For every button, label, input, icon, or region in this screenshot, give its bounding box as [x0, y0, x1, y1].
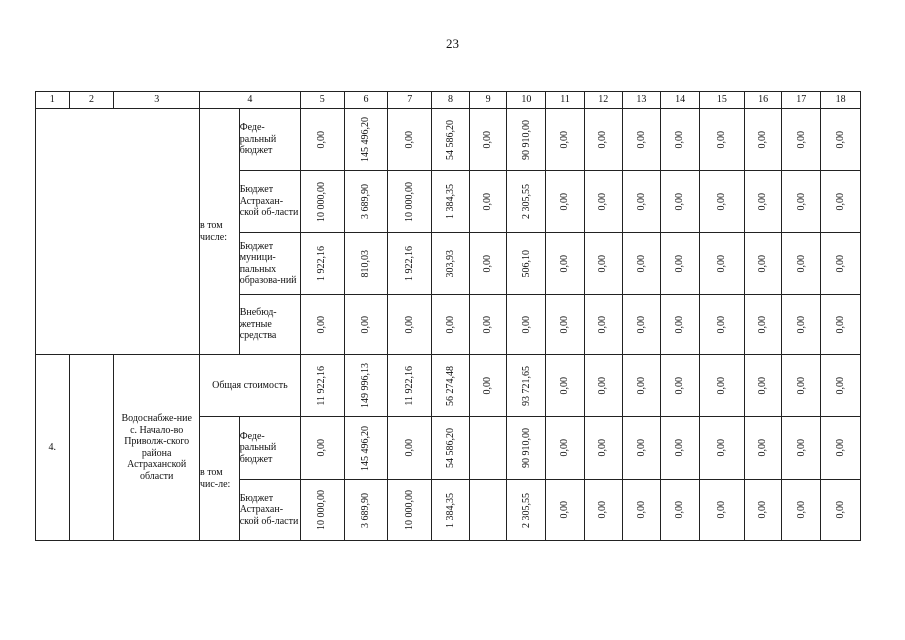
value-cell	[782, 233, 821, 295]
column-number: 9	[469, 92, 507, 109]
value-text: 0,00	[597, 439, 609, 457]
value-text: 0,00	[795, 315, 807, 334]
value-text: 11 922,16	[316, 365, 328, 406]
value-cell	[432, 355, 470, 417]
column-number: 2	[69, 92, 114, 109]
value-cell	[744, 355, 782, 417]
value-cell	[699, 109, 744, 171]
value-cell	[546, 480, 585, 541]
value-text: 0,00	[404, 439, 415, 457]
value-cell	[469, 233, 507, 295]
value-text: 1 384,35	[444, 184, 456, 219]
value-cell	[622, 417, 661, 480]
value-text: 0,00	[482, 315, 494, 334]
value-text: 0,00	[716, 192, 728, 211]
value-cell	[622, 233, 661, 295]
budget-table	[35, 91, 861, 541]
value-text: 0,00	[635, 439, 647, 457]
value-cell	[432, 233, 470, 295]
value-cell	[432, 171, 470, 233]
value-cell	[344, 109, 388, 171]
value-text: 1 922,16	[316, 246, 328, 281]
value-cell	[584, 109, 622, 171]
source-label: Бюджет Астрахан-ской об-ласти	[239, 171, 300, 233]
column-number: 12	[584, 92, 622, 109]
value-cell	[699, 417, 744, 480]
value-cell	[782, 480, 821, 541]
value-cell	[388, 233, 432, 295]
value-text: 10 000,00	[404, 181, 415, 222]
value-cell	[546, 171, 585, 233]
value-cell	[507, 233, 546, 295]
value-cell	[744, 295, 782, 355]
value-text: 0,00	[404, 315, 415, 334]
value-text: 0,00	[635, 130, 647, 149]
value-cell	[622, 171, 661, 233]
column-number: 15	[699, 92, 744, 109]
value-text: 0,00	[674, 315, 686, 334]
value-text: 0,00	[674, 254, 686, 273]
value-text: 0,00	[597, 254, 609, 273]
value-cell	[744, 233, 782, 295]
value-text: 145 496,20	[360, 117, 372, 162]
value-cell	[821, 233, 861, 295]
value-text: 0,00	[716, 254, 728, 273]
value-cell	[699, 233, 744, 295]
value-text: 0,00	[316, 315, 328, 334]
value-cell	[661, 109, 700, 171]
value-cell	[388, 109, 432, 171]
item-name: Водоснабже-ние с. Начало-во Приволж-ского района Астраханской области	[114, 355, 200, 541]
value-text: 0,00	[316, 130, 328, 149]
value-text: 0,00	[716, 130, 728, 149]
value-text: 0,00	[635, 254, 647, 273]
value-cell	[821, 109, 861, 171]
value-cell	[661, 355, 700, 417]
value-text: 0,00	[482, 254, 494, 273]
value-cell	[584, 480, 622, 541]
value-text: 0,00	[559, 315, 571, 334]
value-cell	[507, 417, 546, 480]
budget-row	[36, 109, 861, 171]
value-text: 0,00	[635, 501, 647, 519]
value-text: 2 305,55	[520, 184, 532, 219]
value-cell	[782, 109, 821, 171]
value-text: 0,00	[834, 439, 846, 457]
value-cell	[546, 417, 585, 480]
value-text: 0,00	[795, 254, 807, 273]
column-number: 13	[622, 92, 661, 109]
column-number: 6	[344, 92, 388, 109]
value-cell	[546, 109, 585, 171]
value-cell	[469, 109, 507, 171]
value-text: 93 721,65	[520, 365, 532, 406]
column-number: 5	[300, 92, 344, 109]
value-text: 54 586,20	[444, 428, 456, 468]
value-cell	[782, 417, 821, 480]
value-cell	[584, 171, 622, 233]
source-label: Феде-ральный бюджет	[239, 417, 300, 480]
source-label: Бюджет муници-пальных образова-ний	[239, 233, 300, 295]
value-text: 506,10	[520, 249, 532, 278]
blank-cell	[36, 109, 200, 355]
value-text: 0,00	[316, 439, 328, 457]
group-label: в том чис-ле:	[199, 417, 239, 541]
column-number: 17	[782, 92, 821, 109]
value-text: 0,00	[716, 315, 728, 334]
value-cell	[388, 480, 432, 541]
source-label: Феде-ральный бюджет	[239, 109, 300, 171]
value-text: 0,00	[795, 439, 807, 457]
value-text: 0,00	[834, 192, 846, 211]
value-cell	[546, 295, 585, 355]
value-cell	[300, 295, 344, 355]
value-text: 1 922,16	[404, 246, 415, 281]
value-text: 0,00	[597, 130, 609, 149]
value-cell	[432, 417, 470, 480]
table-body	[36, 92, 861, 541]
value-text: 0,00	[834, 376, 846, 395]
column-number: 3	[114, 92, 200, 109]
value-cell	[507, 355, 546, 417]
value-text: 0,00	[559, 439, 571, 457]
item-number: 4.	[36, 355, 70, 541]
value-cell	[388, 355, 432, 417]
value-text: 10 000,00	[316, 181, 328, 222]
value-cell	[546, 355, 585, 417]
value-cell	[300, 109, 344, 171]
value-cell	[469, 171, 507, 233]
value-cell	[782, 295, 821, 355]
group-label: в том числе:	[199, 109, 239, 355]
value-cell	[507, 171, 546, 233]
value-cell	[388, 171, 432, 233]
value-text: 0,00	[597, 376, 609, 395]
value-text: 54 586,20	[444, 119, 456, 160]
value-text: 0,00	[674, 130, 686, 149]
value-cell	[344, 480, 388, 541]
value-cell	[821, 480, 861, 541]
value-text: 0,00	[834, 130, 846, 149]
value-text: 2 305,55	[520, 492, 532, 528]
value-text: 0,00	[757, 315, 769, 334]
value-cell	[699, 295, 744, 355]
value-text: 0,00	[716, 376, 728, 395]
value-cell	[782, 355, 821, 417]
value-cell	[300, 480, 344, 541]
value-text: 0,00	[757, 254, 769, 273]
value-text: 0,00	[360, 315, 372, 334]
value-text: 303,93	[444, 249, 456, 278]
value-cell	[584, 233, 622, 295]
value-text: 0,00	[674, 192, 686, 211]
value-cell	[622, 480, 661, 541]
value-cell	[507, 295, 546, 355]
column-number: 11	[546, 92, 585, 109]
value-cell	[507, 109, 546, 171]
column-number: 16	[744, 92, 782, 109]
value-text: 0,00	[716, 439, 728, 457]
value-cell	[300, 417, 344, 480]
value-cell	[661, 480, 700, 541]
value-cell	[699, 171, 744, 233]
value-text: 0,00	[834, 254, 846, 273]
value-text: 0,00	[795, 501, 807, 519]
value-cell	[661, 295, 700, 355]
value-cell	[469, 480, 507, 541]
value-cell	[432, 295, 470, 355]
value-cell	[344, 355, 388, 417]
value-cell	[744, 480, 782, 541]
value-cell	[821, 171, 861, 233]
value-text: 3 689,90	[360, 492, 372, 528]
value-cell	[744, 109, 782, 171]
value-cell	[744, 171, 782, 233]
value-text: 810,03	[360, 249, 372, 278]
value-cell	[388, 417, 432, 480]
value-text: 0,00	[635, 192, 647, 211]
value-text: 0,00	[597, 501, 609, 519]
value-text: 0,00	[757, 376, 769, 395]
value-text: 56 274,48	[444, 365, 456, 406]
value-cell	[699, 355, 744, 417]
value-text: 0,00	[674, 376, 686, 395]
value-cell	[432, 109, 470, 171]
value-cell	[584, 295, 622, 355]
value-cell	[300, 355, 344, 417]
value-cell	[584, 417, 622, 480]
value-text: 0,00	[795, 130, 807, 149]
value-text: 145 496,20	[360, 425, 372, 471]
value-text: 0,00	[597, 315, 609, 334]
value-text: 0,00	[482, 376, 494, 395]
value-text: 0,00	[482, 130, 494, 149]
value-text: 0,00	[559, 130, 571, 149]
value-cell	[821, 355, 861, 417]
column-number: 18	[821, 92, 861, 109]
value-text: 0,00	[520, 315, 532, 334]
column-number: 1	[36, 92, 70, 109]
value-text: 0,00	[404, 130, 415, 149]
page-number: 23	[446, 36, 459, 51]
blank-cell	[69, 355, 114, 541]
value-cell	[507, 480, 546, 541]
source-label: Бюджет Астрахан-ской об-ласти	[239, 480, 300, 541]
value-cell	[699, 480, 744, 541]
column-number: 8	[432, 92, 470, 109]
value-text: 0,00	[559, 192, 571, 211]
value-cell	[344, 295, 388, 355]
value-text: 11 922,16	[404, 365, 415, 406]
source-label: Внебюд-жетные средства	[239, 295, 300, 355]
value-text: 0,00	[444, 315, 456, 334]
value-cell	[622, 295, 661, 355]
column-number: 14	[661, 92, 700, 109]
value-cell	[344, 171, 388, 233]
value-cell	[622, 355, 661, 417]
column-number: 4	[199, 92, 300, 109]
value-cell	[344, 233, 388, 295]
total-row	[36, 355, 861, 417]
value-text: 0,00	[482, 192, 494, 211]
value-text: 0,00	[635, 376, 647, 395]
value-text: 0,00	[834, 501, 846, 519]
value-text: 0,00	[674, 501, 686, 519]
value-text: 90 910,00	[520, 428, 532, 468]
value-text: 0,00	[559, 376, 571, 395]
value-text: 0,00	[795, 376, 807, 395]
value-text: 0,00	[559, 501, 571, 519]
value-cell	[300, 233, 344, 295]
value-text: 0,00	[757, 501, 769, 519]
value-text: 0,00	[757, 439, 769, 457]
column-number-row	[36, 92, 861, 109]
value-text: 149 996,13	[360, 363, 372, 408]
value-cell	[432, 480, 470, 541]
value-text: 10 000,00	[404, 490, 415, 530]
value-text: 0,00	[559, 254, 571, 273]
value-cell	[344, 417, 388, 480]
value-cell	[821, 295, 861, 355]
value-cell	[546, 233, 585, 295]
column-number: 7	[388, 92, 432, 109]
value-text: 0,00	[635, 315, 647, 334]
value-text: 0,00	[757, 192, 769, 211]
column-number: 10	[507, 92, 546, 109]
value-cell	[661, 233, 700, 295]
value-cell	[469, 417, 507, 480]
value-cell	[388, 295, 432, 355]
value-text: 10 000,00	[316, 490, 328, 530]
value-cell	[782, 171, 821, 233]
value-cell	[469, 295, 507, 355]
value-text: 0,00	[674, 439, 686, 457]
value-cell	[622, 109, 661, 171]
value-text: 0,00	[716, 501, 728, 519]
value-cell	[744, 417, 782, 480]
value-cell	[469, 355, 507, 417]
value-text: 90 910,00	[520, 119, 532, 160]
value-cell	[584, 355, 622, 417]
value-cell	[661, 171, 700, 233]
value-text: 3 689,90	[360, 184, 372, 219]
value-text: 1 384,35	[444, 492, 456, 528]
value-cell	[300, 171, 344, 233]
value-text: 0,00	[757, 130, 769, 149]
value-text: 0,00	[597, 192, 609, 211]
value-cell	[661, 417, 700, 480]
total-label: Общая стоимость	[199, 355, 300, 417]
value-text: 0,00	[834, 315, 846, 334]
value-text: 0,00	[795, 192, 807, 211]
value-cell	[821, 417, 861, 480]
